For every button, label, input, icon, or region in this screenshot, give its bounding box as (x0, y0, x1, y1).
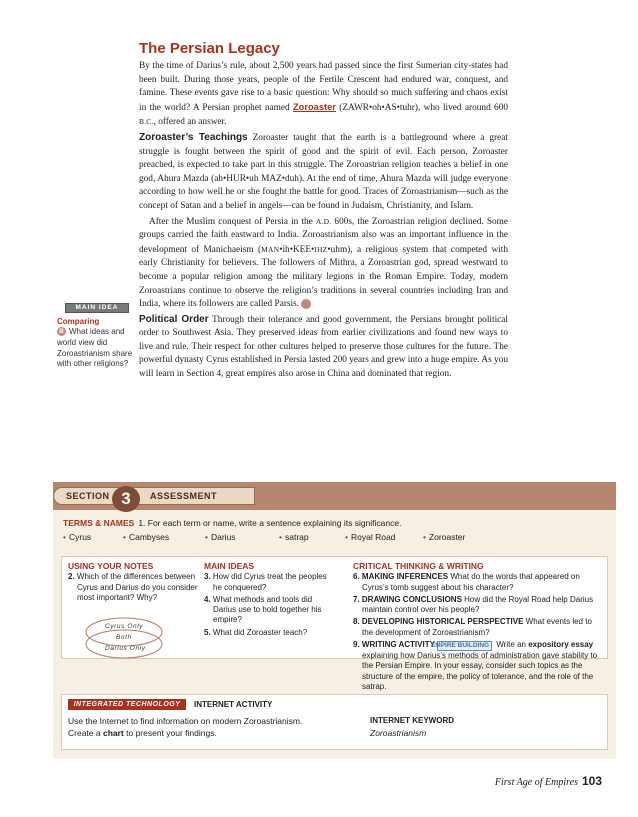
paragraph-political-order (139, 313, 508, 382)
internet-keyword[interactable]: Zoroastrianism (370, 728, 427, 738)
q6-text: What do the words that appeared on Cyrus’s tomb suggest about his character? (362, 572, 580, 592)
assessment-header-bar (53, 482, 616, 510)
p3-text-c: •ih•KEE• (279, 244, 315, 255)
heading-political-order: Political Order (139, 313, 209, 325)
question-8 (353, 617, 603, 638)
question-9 (353, 640, 603, 692)
term-item: • Darius (205, 532, 236, 542)
term-cambyses: Cambyses (128, 532, 170, 542)
q9-term: expository essay (528, 640, 594, 650)
q9-number: 9. (353, 640, 360, 650)
critical-thinking-column (353, 561, 603, 694)
p3-text-d: •uhm), a religious system that competed with early Christianity for believers. The followers of Mithra, a Zoroastrian god, spread westward to become a popular religion among the military legions in the Roman Empire. Today, modern Zoroastrians continue to observe the religion’s traditions in several countries including Iran and India, where its followers are called Parsis. (139, 244, 508, 310)
main-idea-heading: Comparing (57, 317, 100, 326)
question-5 (204, 628, 332, 638)
term-zoroaster-list: Zoroaster (428, 532, 466, 542)
term-item: • Cambyses (123, 532, 170, 542)
p3-pron-1: MAN (261, 244, 280, 254)
empire-building-tag: EMPIRE BUILDING (437, 641, 492, 651)
q5-number: 5. (204, 627, 211, 637)
paragraph-intro (139, 60, 508, 130)
notes-heading: USING YOUR NOTES (68, 561, 154, 571)
q3-number: 3. (204, 572, 211, 582)
terms-list (63, 532, 608, 542)
page-number: 103 (581, 774, 602, 788)
question-4 (204, 595, 332, 626)
q5-text: What did Zoroaster teach? (212, 627, 308, 637)
paragraph-conquest (139, 215, 508, 312)
terms-header-line (63, 518, 608, 528)
heading-teachings: Zoroaster’s Teachings (139, 131, 248, 143)
paragraph-teachings (139, 131, 508, 214)
main-ideas-column (204, 561, 332, 640)
using-your-notes-column (68, 561, 200, 605)
critical-heading: CRITICAL THINKING & WRITING (353, 561, 484, 571)
q2-text: Which of the differences between Cyrus and Darius do you consider most important? Why? (76, 572, 198, 602)
venn-label-cyrus: Cyrus Only (105, 623, 144, 630)
line2-term: chart (102, 728, 124, 738)
term-royal-road: Royal Road (350, 532, 396, 542)
q4-text: What methods and tools did Darius use to hold together his empire? (212, 594, 322, 625)
question-2 (68, 572, 200, 603)
p3-text-a: After the Muslim conquest of Persia in the (149, 216, 316, 227)
p3-era: A.D. (315, 216, 332, 226)
q8-number: 8. (353, 617, 360, 627)
q7-number: 7. (353, 594, 360, 604)
p1-era: B.C. (139, 117, 154, 127)
section-assessment (53, 482, 616, 759)
q8-label: DEVELOPING HISTORICAL PERSPECTIVE (361, 617, 524, 627)
term-darius: Darius (210, 532, 236, 542)
section-pill (53, 487, 255, 508)
question-columns (61, 556, 608, 691)
venn-label-darius: Darius Only (105, 645, 146, 652)
q4-number: 4. (204, 594, 211, 604)
term-item: • Zoroaster (423, 532, 466, 542)
term-cyrus: Cyrus (68, 532, 92, 542)
main-idea-question (57, 327, 133, 370)
main-idea-label: MAIN IDEA (65, 303, 129, 313)
term-zoroaster[interactable]: Zoroaster (293, 101, 336, 112)
terms-heading: TERMS & NAMES (63, 518, 135, 528)
question-7 (353, 595, 603, 616)
q8-text: What events led to the development of Zoroastrianism? (362, 617, 592, 637)
book-title: First Age of Empires (494, 777, 578, 788)
q6-label: MAKING INFERENCES (361, 572, 449, 582)
p3-pron-2: IHZ (314, 244, 328, 254)
p1-text-c: , offered an answer. (153, 117, 227, 128)
main-idea-text: What ideas and world view did Zoroastrianism share with other religions? (57, 327, 133, 369)
p3-text-b: 600s, the Zoroastrian religion declined. Some groups carried the faith eastward to India. Zoroastrianism also was an important influence in the development of Manichaeism ( (139, 216, 508, 255)
term-satrap: satrap (284, 532, 309, 542)
terms-instruction: 1. For each term or name, write a sentence explaining its significance. (138, 518, 402, 528)
venn-diagram (80, 615, 168, 661)
main-ideas-heading: MAIN IDEAS (204, 561, 255, 571)
venn-label-both: Both (116, 634, 132, 641)
assessment-label: ASSESSMENT (150, 491, 218, 501)
line2-text-a: Create a (68, 728, 103, 738)
question-3 (204, 572, 332, 593)
section-label: SECTION (66, 491, 110, 501)
p1-text-a: By the time of Darius’s rule, about 2,500 years had passed since the first Sumerian city-states had been built. During those years, people of the Fertile Crescent had endured war, conquest, and famine. These events gave rise to a basic question: Why should so much suffering and chaos exist in the world? A Persian prophet named (139, 61, 508, 113)
q6-number: 6. (353, 572, 360, 582)
question-6 (353, 572, 603, 593)
integrated-technology-badge: INTEGRATED TECHNOLOGY (68, 699, 186, 710)
article (139, 40, 508, 382)
sidebar-badge: B (57, 327, 66, 336)
q7-label: DRAWING CONCLUSIONS (361, 594, 462, 604)
p4-text: Through their tolerance and good government, the Persians brought political order to Southwest Asia. They preserved ideas from earlier civilizations and found new ways to live and rule. Their respect for other cultures helped to preserve those cultures for the future. The powerful dynasty Cyrus established in Persia lasted 200 years and grew into a huge empire. As you will learn in Section 4, great empires also arose in China and dominated that region. (139, 314, 508, 380)
section-number: 3 (112, 486, 140, 512)
q7-text: How did the Royal Road help Darius maintain control over his people? (362, 594, 594, 615)
q2-number: 2. (68, 572, 75, 582)
term-item: • Cyrus (63, 532, 92, 542)
q9-text-b: explaining how Darius’s methods of administration gave stability to the Persian Empire. In your essay, consider such topics as the structure of the empire, the policy of tolerance, and the role of the satrap. (362, 651, 598, 691)
terms-and-names (63, 518, 608, 542)
main-idea-badge: B (301, 299, 311, 309)
integrated-technology-box (61, 694, 608, 750)
term-item: • Royal Road (345, 532, 396, 542)
line2-text-b: to present your findings. (123, 728, 217, 738)
internet-activity-line-2 (68, 728, 217, 738)
q9-text-a: Write an (494, 640, 529, 650)
internet-keyword-label: INTERNET KEYWORD (370, 716, 454, 725)
term-item: • satrap (279, 532, 309, 542)
p2-text: Zoroaster taught that the earth is a battleground where a great struggle is fought between the spirit of good and the spirit of evil. Each person, Zoroaster preached, is expected to take part in this struggle. The Zoroastrian religion teaches a belief in one god, Ahura Mazda (ah•HUR•uh MAZ•duh). At the end of time, Ahura Mazda will judge everyone according to how well he or she fought the battle for good. Traces of Zoroastrianism—such as the concept of Satan and a belief in angels—can be found in Judaism, Christianity, and Islam. (139, 132, 508, 211)
p1-text-b: (ZAWR•oh•AS•tuhr), who lived around 600 (335, 102, 508, 113)
page-footer (495, 774, 602, 788)
q9-label: WRITING ACTIVITY (361, 640, 435, 650)
article-title: The Persian Legacy (139, 40, 280, 57)
internet-activity-heading: INTERNET ACTIVITY (194, 700, 273, 709)
internet-activity-line-1: Use the Internet to find information on modern Zoroastrianism. (68, 716, 303, 726)
main-idea-sidebar (57, 303, 133, 370)
q3-text: How did Cyrus treat the peoples he conquered? (212, 572, 327, 592)
